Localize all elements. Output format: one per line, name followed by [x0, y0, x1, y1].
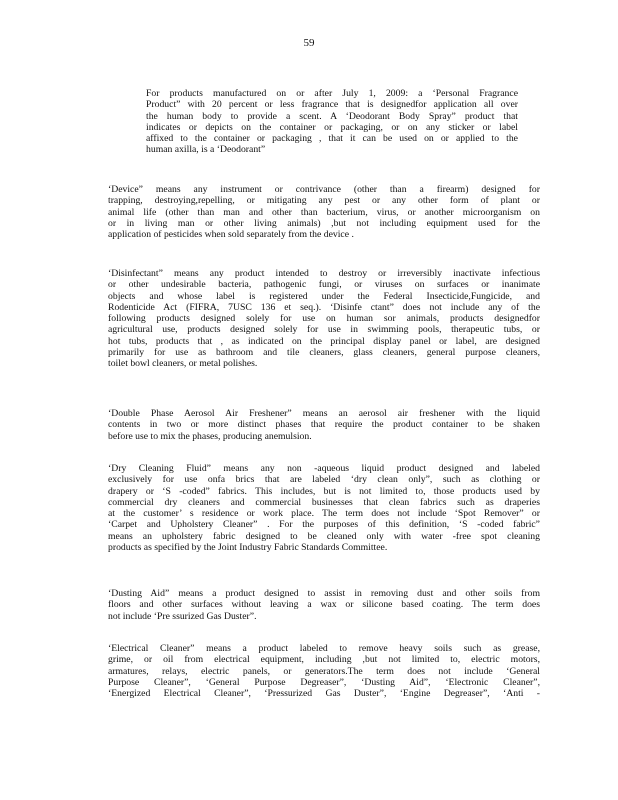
text-line: before use to mix the phases, producing anemulsion.	[108, 430, 312, 442]
text-line: armatures, relays, electric panels, or generators.The term does not include ‘General	[108, 665, 540, 677]
text-line: contents in two or more distinct phases that require the product container to be shaken	[108, 419, 540, 431]
text-line: ‘Energized Electrical Cleaner”, ‘Pressurized Gas Duster”, ‘Engine Degreaser”, ‘Anti -	[108, 688, 540, 700]
text-line: ‘Electrical Cleaner” means a product labeled to remove heavy soils such as grease,	[108, 643, 540, 654]
text-line: ‘Device” means any instrument or contrivance (other than a firearm) designed for	[108, 184, 540, 195]
text-line: ‘Dry Cleaning Fluid” means any non -aqueous liquid product designed and labeled	[108, 463, 540, 474]
text-line: means an upholstery fabric designed to be cleaned only with water -free spot cleaning	[108, 530, 540, 542]
text-line: products as specified by the Joint Industry Fabric Standards Committee.	[108, 542, 388, 554]
text-line: indicates or depicts on the container or packaging, or on any sticker or label	[146, 121, 518, 133]
text-line: For products manufactured on or after July 1, 2009: a ‘Personal Fragrance	[146, 88, 518, 99]
page-number: 59	[303, 37, 315, 49]
definition-device	[108, 184, 540, 240]
text-line: the human body to provide a scent. A ‘Deodorant Body Spray” product that	[146, 110, 518, 122]
definition-disinfectant	[108, 268, 540, 370]
text-line: grime, or oil from electrical equipment, including ,but not limited to, electric motors,	[108, 654, 540, 666]
text-line: drapery or ‘S -coded” fabrics. This includes, but is not limited to, those products used by	[108, 485, 540, 497]
definition-dry-cleaning-fluid	[108, 463, 540, 553]
text-line: ‘Disinfectant” means any product intended to destroy or irreversibly inactivate infectious	[108, 268, 540, 279]
text-line: ‘Double Phase Aerosol Air Freshener” means an aerosol air freshener with the liquid	[108, 408, 540, 419]
text-line: or other undesirable bacteria, pathogenic fungi, or viruses on surfaces or inanimate	[108, 279, 540, 291]
text-line: following products designed solely for use on human sor animals, products designedfor	[108, 313, 540, 325]
text-line: Rodenticide Act (FIFRA, 7USC 136 et seq.). ‘Disinfe ctant” does not include any of the	[108, 301, 540, 313]
text-line: objects and whose label is registered under the Federal Insecticide,Fungicide, and	[108, 290, 540, 302]
text-line: or in living man or other living animals) ,but not including equipment used for the	[108, 217, 540, 229]
text-line: human axilla, is a ‘Deodorant”	[146, 144, 266, 156]
text-line: commercial dry cleaners and commercial businesses that clean fabrics such as draperies	[108, 496, 540, 508]
text-line: at the customer’ s residence or work place. The term does not include ‘Spot Remover” or	[108, 508, 540, 520]
text-line: floors and other surfaces without leaving a wax or silicone based coating. The term does	[108, 599, 540, 611]
text-line: application of pesticides when sold separately from the device .	[108, 229, 354, 241]
fragrance-note	[146, 88, 518, 156]
text-line: agricultural use, products designed solely for use in swimming pools, therapeutic tubs, or	[108, 324, 540, 336]
text-line: Product” with 20 percent or less fragrance that is designedfor application all over	[146, 99, 518, 111]
text-line: affixed to the container or packaging , that it can be used on or applied to the	[146, 133, 518, 145]
text-line: ‘Carpet and Upholstery Cleaner” . For the purposes of this definition, ‘S -coded fabric”	[108, 519, 540, 531]
text-line: hot tubs, products that , as indicated on the principal display panel or label, are designed	[108, 335, 540, 347]
text-line: toilet bowl cleaners, or metal polishes.	[108, 358, 258, 370]
definition-electrical-cleaner	[108, 643, 540, 699]
definition-double-phase-aerosol-air-freshener	[108, 408, 540, 442]
text-line: not include ‘Pre ssurized Gas Duster”.	[108, 610, 257, 622]
text-line: trapping, destroying,repelling, or mitigating any pest or any other form of plant or	[108, 195, 540, 207]
text-line: exclusively for use onfa brics that are labeled ‘dry clean only”, such as clothing or	[108, 474, 540, 486]
text-line: ‘Dusting Aid” means a product designed to assist in removing dust and other soils from	[108, 588, 540, 599]
definition-dusting-aid	[108, 588, 540, 622]
text-line: Purpose Cleaner”, ‘General Purpose Degreaser”, ‘Dusting Aid”, ‘Electronic Cleaner”,	[108, 676, 540, 688]
text-line: primarily for use as bathroom and tile cleaners, glass cleaners, general purpose cleaners,	[108, 347, 540, 359]
text-line: animal life (other than man and other than bacterium, virus, or another microorganism on	[108, 206, 540, 218]
